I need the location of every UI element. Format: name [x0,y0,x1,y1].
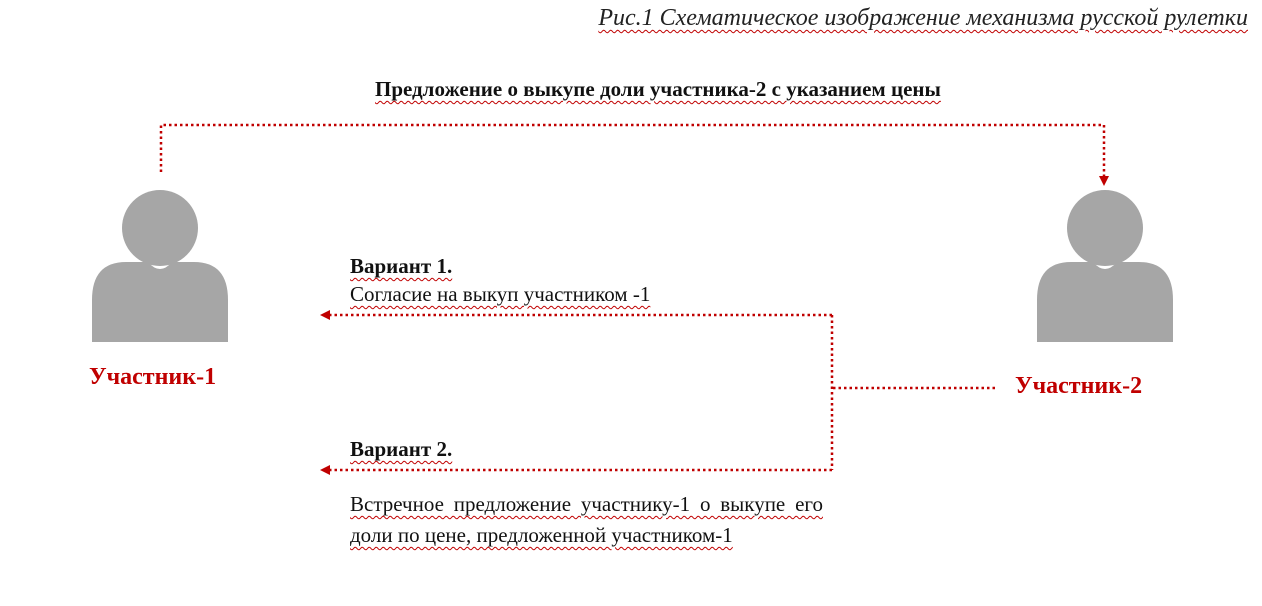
figure-caption: Рис.1 Схематическое изображение механизма русской рулетки [598,5,1248,31]
variant-2-title: Вариант 2. [350,437,453,461]
offer-label: Предложение о выкупе доли участника-2 с указанием цены [375,77,941,101]
variant-2-text: Встречное предложение участнику-1 о выкупе его доли по цене, предложенной участником-1 [350,492,823,547]
variant-1-title: Вариант 1. [350,254,453,278]
offer-arrow [161,125,1104,184]
participant-1-icon [92,190,228,342]
variant-1-text: Согласие на выкуп участником -1 [350,282,651,306]
participant-2-name: Участник-2 [1015,373,1143,399]
participant-2-icon [1037,190,1173,342]
participant-1-name: Участник-1 [89,364,217,390]
